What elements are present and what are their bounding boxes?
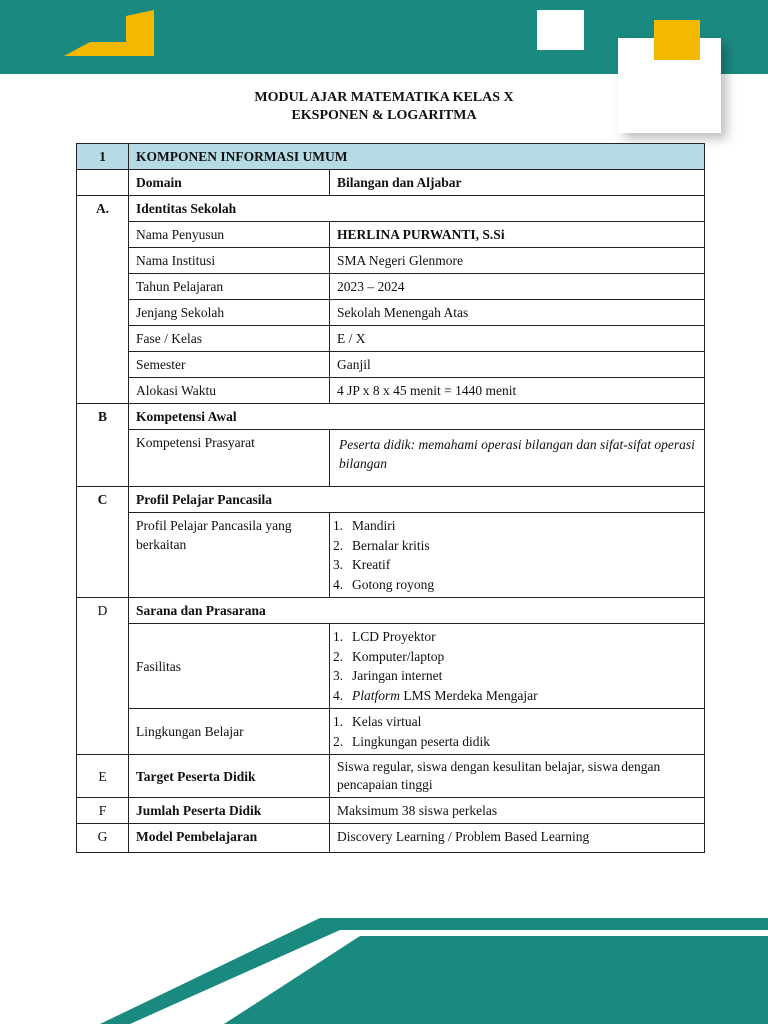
row-label: Profil Pelajar Pancasila yang berkaitan: [129, 513, 330, 598]
row-label: Nama Penyusun: [129, 222, 330, 248]
header-label: KOMPONEN INFORMASI UMUM: [129, 144, 705, 170]
row-label: Fase / Kelas: [129, 326, 330, 352]
row-label: Alokasi Waktu: [129, 378, 330, 404]
domain-label: Domain: [129, 170, 330, 196]
section-d-num: D: [77, 598, 129, 624]
section-b-num: B: [77, 404, 129, 430]
section-f-num: F: [77, 798, 129, 824]
profil-list: [333, 516, 697, 594]
profil-list-cell: [330, 513, 705, 598]
title-line-2: EKSPONEN & LOGARITMA: [291, 108, 477, 123]
fasilitas-list: [333, 627, 697, 705]
list-item: 1. LCD Proyektor: [333, 629, 436, 644]
row-value: HERLINA PURWANTI, S.Si: [330, 222, 705, 248]
lingkungan-list: [333, 712, 697, 751]
section-e-row: [77, 755, 705, 798]
section-a-title: Identitas Sekolah: [129, 196, 705, 222]
document-title: [0, 89, 768, 125]
row-value: Sekolah Menengah Atas: [330, 300, 705, 326]
row-label: Lingkungan Belajar: [129, 709, 330, 755]
table-row: [77, 248, 705, 274]
section-c-title: Profil Pelajar Pancasila: [129, 487, 705, 513]
list-item: 3. Kreatif: [333, 557, 391, 572]
table-row: [77, 222, 705, 248]
table-row: [77, 430, 705, 487]
table-row: [77, 513, 705, 598]
row-label: Fasilitas: [129, 624, 330, 709]
section-f-label: Jumlah Peserta Didik: [129, 798, 330, 824]
section-a-title-row: [77, 196, 705, 222]
decor-square-white: [537, 10, 584, 50]
corner-ornament-icon: [64, 10, 154, 56]
row-label: Tahun Pelajaran: [129, 274, 330, 300]
table-row: [77, 378, 705, 404]
row-label: Semester: [129, 352, 330, 378]
section-g-label: Model Pembelajaran: [129, 824, 330, 853]
list-item: 3. Jaringan internet: [333, 668, 443, 683]
domain-value: Bilangan dan Aljabar: [330, 170, 705, 196]
section-b-title-row: [77, 404, 705, 430]
list-item: 2. Lingkungan peserta didik: [333, 733, 490, 749]
section-a-num: A.: [77, 196, 129, 222]
section-e-num: E: [77, 755, 129, 798]
row-value: E / X: [330, 326, 705, 352]
list-item: 1. Kelas virtual: [333, 714, 422, 729]
row-label: Nama Institusi: [129, 248, 330, 274]
row-label: Kompetensi Prasyarat: [129, 430, 330, 487]
domain-row: [77, 170, 705, 196]
info-table: [76, 143, 705, 853]
list-item: 4. Platform LMS Merdeka Mengajar: [333, 687, 538, 703]
section-g-value: Discovery Learning / Problem Based Learning: [330, 824, 705, 853]
lingkungan-list-cell: [330, 709, 705, 755]
section-d-title-row: [77, 598, 705, 624]
section-c-title-row: [77, 487, 705, 513]
footer-decoration: [0, 910, 768, 1024]
list-item: 1. Mandiri: [333, 518, 396, 533]
table-row: [77, 352, 705, 378]
section-g-row: [77, 824, 705, 853]
section-g-num: G: [77, 824, 129, 853]
list-item: 4. Gotong royong: [333, 576, 435, 592]
row-label: Jenjang Sekolah: [129, 300, 330, 326]
table-row: [77, 326, 705, 352]
decor-square-yellow: [654, 20, 700, 60]
section-d-title: Sarana dan Prasarana: [129, 598, 705, 624]
row-value: 2023 – 2024: [330, 274, 705, 300]
list-item: 2. Komputer/laptop: [333, 648, 445, 664]
section-c-num: C: [77, 487, 129, 513]
row-value: 4 JP x 8 x 45 menit = 1440 menit: [330, 378, 705, 404]
section-b-title: Kompetensi Awal: [129, 404, 705, 430]
header-num: 1: [77, 144, 129, 170]
table-row: [77, 624, 705, 709]
table-row: [77, 300, 705, 326]
table-row: [77, 274, 705, 300]
row-value: Peserta didik: memahami operasi bilangan dan sifat-sifat operasi bilangan: [330, 430, 705, 487]
section-f-value: Maksimum 38 siswa perkelas: [330, 798, 705, 824]
row-value: SMA Negeri Glenmore: [330, 248, 705, 274]
table-header-row: [77, 144, 705, 170]
section-e-label: Target Peserta Didik: [129, 755, 330, 798]
list-item: 2. Bernalar kritis: [333, 537, 430, 553]
section-f-row: [77, 798, 705, 824]
fasilitas-list-cell: [330, 624, 705, 709]
table-row: [77, 709, 705, 755]
section-e-value: Siswa regular, siswa dengan kesulitan belajar, siswa dengan pencapaian tinggi: [330, 755, 705, 798]
title-line-1: MODUL AJAR MATEMATIKA KELAS X: [254, 90, 514, 105]
row-value: Ganjil: [330, 352, 705, 378]
